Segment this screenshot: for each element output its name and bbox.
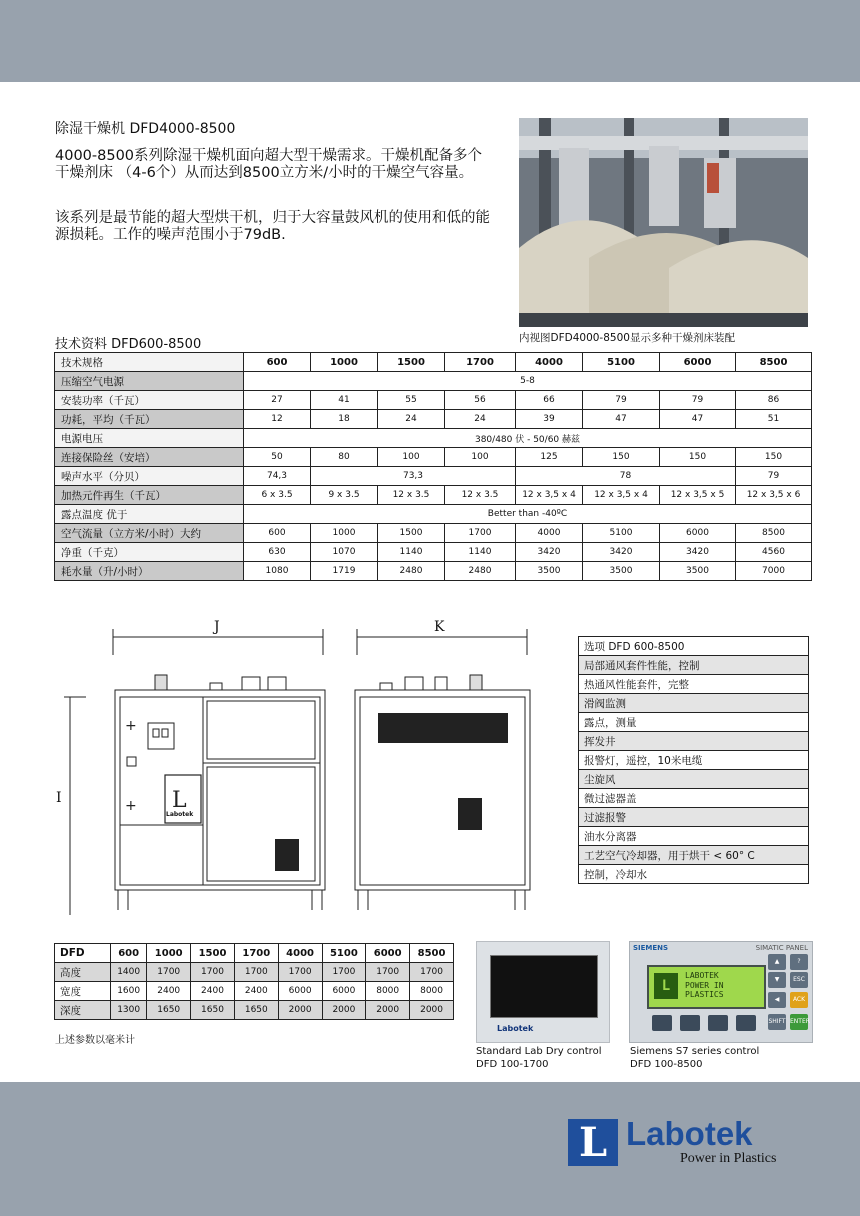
svg-text:+: + [125,798,137,814]
siemens-control-panel [629,941,813,1043]
tech-header-label: 技术规格 [55,353,244,372]
option-item: 工艺空气冷却器，用于烘干 < 60° C [579,846,809,865]
table-cell: 2000 [322,1001,366,1020]
list-item [579,789,809,808]
table-cell: 41 [311,391,378,410]
table-cell: 6 x 3.5 [244,486,311,505]
table-cell: 1700 [191,963,235,982]
control-screen [490,955,598,1018]
model-header: 1000 [311,353,378,372]
table-cell: 12 x 3,5 x 4 [516,486,583,505]
table-row [55,963,454,982]
row-label: 宽度 [55,982,111,1001]
table-cell: 66 [516,391,583,410]
photo-caption: 内视图DFD4000-8500显示多种干燥剂床装配 [519,332,735,344]
table-cell: 2400 [234,982,278,1001]
efficiency-paragraph: 该系列是最节能的超大型烘干机，归于大容量鼓风机的使用和低的能源损耗。工作的噪声范围小于79dB. [55,210,490,243]
table-cell: 3500 [660,562,736,581]
logo-icon: L [654,973,678,999]
table-row [55,467,812,486]
row-label: 空气流量（立方米/小时）大约 [55,524,244,543]
ack-key[interactable]: ACK [790,992,808,1008]
table-cell: 86 [736,391,812,410]
model-header: 6000 [660,353,736,372]
lcd-screen [647,965,766,1009]
row-label: 深度 [55,1001,111,1020]
table-row [55,982,454,1001]
shift-key[interactable]: SHIFT [768,1014,786,1030]
option-item: 控制，冷却水 [579,865,809,884]
table-cell: 1070 [311,543,378,562]
lab-dry-caption-line2: DFD 100-1700 [476,1059,549,1070]
option-item: 局部通风套件性能，控制 [579,656,809,675]
siemens-label: SIEMENS [633,944,669,952]
table-cell: 79 [660,391,736,410]
options-table [578,636,809,884]
table-cell: 8000 [410,982,454,1001]
table-cell: 12 x 3,5 x 5 [660,486,736,505]
list-item [579,694,809,713]
model-header: 4000 [278,944,322,963]
model-header: 4000 [516,353,583,372]
table-row [55,505,812,524]
table-cell: 39 [516,410,583,429]
row-label: 耗水量（升/小时） [55,562,244,581]
option-item: 报警灯，遥控，10米电缆 [579,751,809,770]
table-cell: 79 [736,467,812,486]
svg-text:L: L [172,788,187,813]
option-item: 露点，测量 [579,713,809,732]
table-cell: 1650 [234,1001,278,1020]
table-cell: 12 x 3.5 [445,486,516,505]
table-cell: 380/480 伏 - 50/60 赫兹 [244,429,812,448]
lab-dry-caption-line1: Standard Lab Dry control [476,1046,602,1057]
table-cell: 4560 [736,543,812,562]
table-cell: 1000 [311,524,378,543]
table-row [55,1001,454,1020]
table-cell: 73,3 [311,467,516,486]
table-cell: 12 x 3.5 [378,486,445,505]
dryer-drawing [56,615,560,915]
table-row [55,429,812,448]
row-label: 高度 [55,963,111,982]
table-cell: 8000 [366,982,410,1001]
table-cell: 1650 [147,1001,191,1020]
dimension-label-j: J [214,619,220,635]
option-item: 微过滤器盖 [579,789,809,808]
list-item [579,637,809,656]
function-key-4[interactable] [736,1015,756,1031]
table-cell: 74,3 [244,467,311,486]
option-item: 尘旋风 [579,770,809,789]
siemens-caption-line1: Siemens S7 series control [630,1046,760,1057]
list-item [579,656,809,675]
lcd-line1: LABOTEK [685,971,719,980]
table-cell: 100 [378,448,445,467]
table-cell: 27 [244,391,311,410]
list-item [579,865,809,884]
table-cell: 3420 [660,543,736,562]
table-cell: 3500 [583,562,660,581]
table-cell: Better than -40ºC [244,505,812,524]
arrow-up-key[interactable]: ▲ [768,954,786,970]
arrow-down-key[interactable]: ▼ [768,972,786,988]
table-row [55,372,812,391]
dimensions-table [54,943,454,1020]
table-cell: 3420 [583,543,660,562]
table-row [55,543,812,562]
table-row [55,410,812,429]
row-label: 安装功率（千瓦） [55,391,244,410]
page-title: 除湿干燥机 DFD4000-8500 [55,121,236,137]
table-cell: 18 [311,410,378,429]
table-cell: 2400 [147,982,191,1001]
function-key-2[interactable] [680,1015,700,1031]
model-header: 1700 [234,944,278,963]
model-header: 600 [111,944,147,963]
table-cell: 1719 [311,562,378,581]
table-cell: 24 [378,410,445,429]
tech-table-title: 技术资料 DFD600-8500 [55,337,202,352]
intro-paragraph: 4000-8500系列除湿干燥机面向超大型干燥需求。干燥机配备多个干燥剂床 （4-6个）从而达到8500立方米/小时的干燥空气容量。 [55,148,483,181]
row-label: 噪声水平（分贝） [55,467,244,486]
model-header: 5100 [583,353,660,372]
dims-header-label: DFD [55,944,111,963]
table-cell: 1080 [244,562,311,581]
table-cell: 1700 [410,963,454,982]
dryer-interior-photo [519,118,808,327]
cabinet-brand-label: Labotek [166,811,194,818]
table-cell: 24 [445,410,516,429]
table-cell: 4000 [516,524,583,543]
model-header: 6000 [366,944,410,963]
model-header: 600 [244,353,311,372]
row-label: 功耗，平均（千瓦） [55,410,244,429]
list-item [579,751,809,770]
lcd-line3: PLASTICS [685,990,724,999]
labotek-logo-icon: L [568,1119,618,1166]
table-cell: 1400 [111,963,147,982]
siemens-caption-line2: DFD 100-8500 [630,1059,703,1070]
table-cell: 8500 [736,524,812,543]
row-label: 露点温度 优于 [55,505,244,524]
list-item [579,713,809,732]
lab-dry-control-panel [476,941,610,1043]
table-cell: 6000 [278,982,322,1001]
table-cell: 55 [378,391,445,410]
help-key[interactable]: ? [790,954,808,970]
options-title: 选项 DFD 600-8500 [579,637,809,656]
option-item: 过滤报警 [579,808,809,827]
table-cell: 56 [445,391,516,410]
model-header: 8500 [410,944,454,963]
table-cell: 12 x 3,5 x 4 [583,486,660,505]
siemens-caption [630,1045,759,1071]
option-item: 挥发井 [579,732,809,751]
table-cell: 80 [311,448,378,467]
table-cell: 1140 [445,543,516,562]
simatic-label: SIMATIC PANEL [755,944,808,952]
table-cell: 6000 [322,982,366,1001]
table-cell: 100 [445,448,516,467]
table-cell: 3500 [516,562,583,581]
table-cell: 1300 [111,1001,147,1020]
table-cell: 150 [660,448,736,467]
list-item [579,770,809,789]
table-cell: 630 [244,543,311,562]
table-cell: 1700 [366,963,410,982]
table-cell: 5-8 [244,372,812,391]
panel-brand: Labotek [497,1024,534,1033]
model-header: 1700 [445,353,516,372]
table-cell: 1700 [278,963,322,982]
option-item: 滑阀监测 [579,694,809,713]
table-cell: 79 [583,391,660,410]
labotek-logo [568,1117,808,1171]
units-note: 上述参数以毫米计 [55,1035,135,1046]
table-cell: 47 [583,410,660,429]
function-key-3[interactable] [708,1015,728,1031]
table-cell: 7000 [736,562,812,581]
table-cell: 5100 [583,524,660,543]
list-item [579,846,809,865]
table-cell: 50 [244,448,311,467]
model-header: 1000 [147,944,191,963]
table-cell: 1140 [378,543,445,562]
esc-key[interactable]: ESC [790,972,808,988]
table-cell: 51 [736,410,812,429]
table-row [55,391,812,410]
logo-name: Labotek [626,1115,753,1152]
table-cell: 2000 [278,1001,322,1020]
table-cell: 1600 [111,982,147,1001]
table-cell: 1700 [445,524,516,543]
table-cell: 125 [516,448,583,467]
table-cell: 12 [244,410,311,429]
table-cell: 2480 [378,562,445,581]
top-band [0,0,860,82]
tech-spec-table [54,352,812,581]
table-cell: 1700 [322,963,366,982]
table-row [55,562,812,581]
lab-dry-caption [476,1045,601,1071]
model-header: 1500 [191,944,235,963]
table-cell: 2480 [445,562,516,581]
row-label: 加热元件再生（千瓦） [55,486,244,505]
table-cell: 3420 [516,543,583,562]
table-cell: 1700 [147,963,191,982]
list-item [579,675,809,694]
lcd-line2: POWER IN [685,980,724,990]
table-cell: 2400 [191,982,235,1001]
list-item [579,808,809,827]
row-label: 电源电压 [55,429,244,448]
table-cell: 1700 [234,963,278,982]
list-item [579,732,809,751]
table-cell: 12 x 3,5 x 6 [736,486,812,505]
table-cell: 78 [516,467,736,486]
dimension-label-i: I [56,790,62,806]
dimension-label-k: K [434,619,445,635]
table-cell: 9 x 3.5 [311,486,378,505]
enter-key[interactable]: ENTER [790,1014,808,1030]
arrow-left-key[interactable]: ◀ [768,992,786,1008]
table-cell: 150 [736,448,812,467]
model-header: 8500 [736,353,812,372]
table-cell: 2000 [366,1001,410,1020]
table-cell: 6000 [660,524,736,543]
option-item: 油水分离器 [579,827,809,846]
table-cell: 1500 [378,524,445,543]
table-row [55,486,812,505]
option-item: 热通风性能套件，完整 [579,675,809,694]
svg-text:+: + [125,718,137,734]
table-row [55,524,812,543]
row-label: 连接保险丝（安培） [55,448,244,467]
list-item [579,827,809,846]
row-label: 压缩空气电源 [55,372,244,391]
table-cell: 47 [660,410,736,429]
function-key-1[interactable] [652,1015,672,1031]
row-label: 净重（千克） [55,543,244,562]
table-cell: 2000 [410,1001,454,1020]
table-cell: 600 [244,524,311,543]
model-header: 5100 [322,944,366,963]
table-cell: 1650 [191,1001,235,1020]
table-cell: 150 [583,448,660,467]
logo-tagline: Power in Plastics [680,1151,777,1166]
model-header: 1500 [378,353,445,372]
table-row [55,448,812,467]
